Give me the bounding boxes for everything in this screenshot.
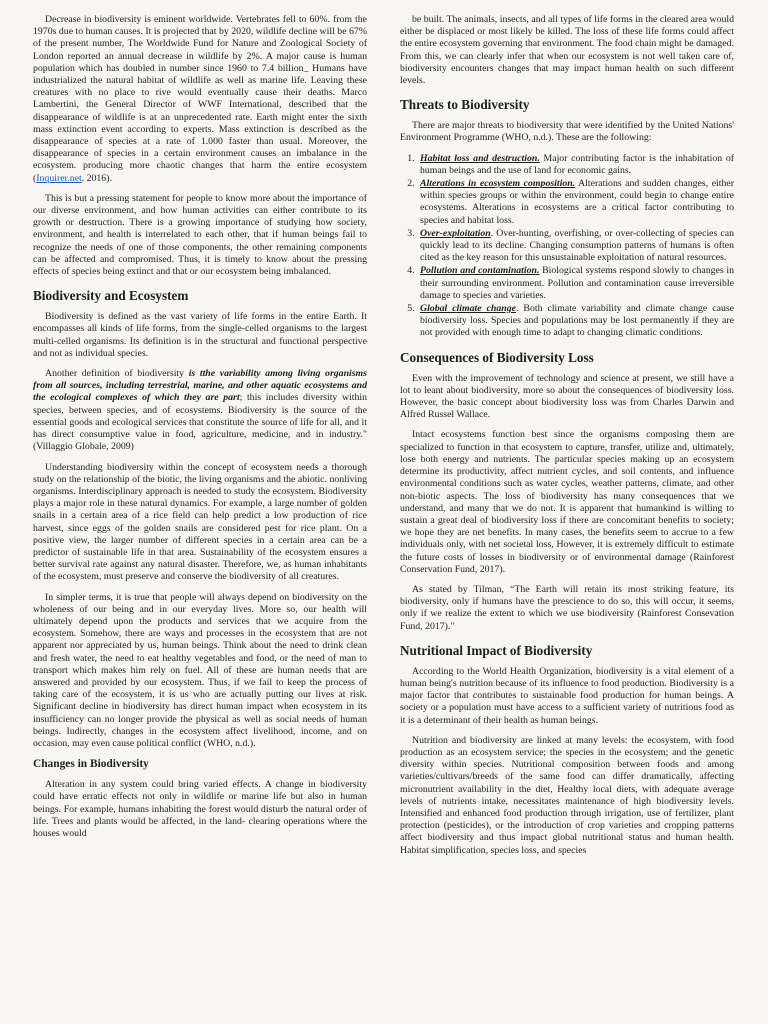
paragraph: Decrease in biodiversity is eminent worldwide. Vertebrates fell to 60%. from the 1970s due to human causes. It is projected that by 2020, wildlife decline will be 67% of the present number, The Worldwide Fund for Nature and Zoological Society of London reported an annual decrease in wildlife by 2%. A major cause is human population which has doubled in number since 1960 to 7.4 billion_ Humans have industrialized the natural habitat of wildlife as well as marine life. Leaving these creatures with no place to rive would eventually cause their deaths. Marco Lambertini, the General Director of WWF International, described that the disappearance of wildlife is at an unprecedented rate. Earth might enter the sixth mass extinction event according to experts. Mass extinction is described as the disappearance of species at a rate of 1.000 faster than usual. Moreover, the disappearance of species in a certain environment causes an imbalance in the ecosystem. producing more chaotic changes that harm the entire ecosystem (Inquirer.net. 2016). (33, 14, 367, 184)
paragraph: Another definition of biodiversity is tthe variability among living organisms from all sources, including terrestrial, marine, and other aquatic ecosystems and the ecological complexes of which they are part; this includes diversity within species, between species, and of ecosystems. Biodiversity is the source of the essential goods and ecological services that constitute the source of life for all, and it has direct consumptive value in food, agriculture, medicine, and in industry." (Villaggio Globale, 2009) (33, 368, 367, 453)
paragraph: According to the World Health Organization, biodiversity is a vital element of a human being's nutrition because of its influence to food production. Biodiversity is a major factor that contributes to sustainable food production for human beings. A society or a population must have access to a sufficient variety of nutritious food as it is a determinant of their health as human beings. (400, 665, 734, 726)
paragraph: There are major threats to biodiversity that were identified by the United Nations' Environment Programme (WHO, n.d.). These are the following: (400, 120, 734, 144)
paragraph: Intact ecosystems function best since the organisms composing them are specialized to function in that ecosystem to capture, transfer, utilize and, ultimately, lose both energy and nutrients. The particular species making up an ecosystem determine its productivity, affect nutrient cycles, and soil contents, and influence environmental conditions such as water cycles, weather patterns, climate, and other non-biotic aspects. The loss of biodiversity has many consequences that we understand, and many that we do not. It is apparent that humankind is willing to sustain a great deal of biodiversity loss if there are concomitant benefits to society; we hope they are net benefits. In many cases, the benefits seem to accrue to a few individuals only, with net societal loss, However, it is extremely difficult to estimate the future costs of losses in biodiversity or of environmental damage (Rainforest Conservation Fund, 2017). (400, 429, 734, 575)
paragraph: Biodiversity is defined as the vast variety of life forms in the entire Earth. It encompasses all kinds of life forms, from the single-celled organisms to the largest multi-celled organisms. Its definition is in the structural and functional perspective and not as individual species. (33, 311, 367, 359)
list-item: 5. Global climate change. Both climate variability and climate change cause biodiversity loss. Species and populations may be lost permanently if they are not provided with enough time to adapt to changing climatic conditions. (417, 303, 734, 340)
right-column (400, 14, 734, 865)
inquirer-link[interactable]: Inquirer.net (36, 172, 82, 184)
paragraph: Alteration in any system could bring varied effects. A change in biodiversity could have erratic effects not only in wildlife or marine life but also in human beings. For example, humans inhabiting the forest would disturb the natural order of life. Trees and plants would be affected, in the land- clearing operations where the houses would (33, 779, 367, 839)
definition-emphasis: is tthe variability among living organisms from all sources, including terrestrial, marine, and other aquatic ecosystems and the ecological complexes of which they are part (33, 368, 367, 404)
paragraph: This is but a pressing statement for people to know more about the importance of our diverse environment, and how human activities can either contribute to its growth or destruction. There is a growing importance of studying how society, environment, and health is interrelated to each other, that if human beings fail to recognize the needs of one of those components, the other remaining components can be affected and compromised. Thus, it is timely to know about the pressing effects of species being extinct and that or our ecosystem being imbalanced. (33, 192, 367, 278)
list-item: 3. Over-exploitation. Over-hunting, overfishing, or over-collecting of species can quickly lead to its decline. Changing consumption patterns of humans is often cited as the key reason for this unsustainable exploitation of natural resources. (417, 228, 734, 265)
paragraph: Nutrition and biodiversity are linked at many levels: the ecosystem, with food production as an ecosystem service; the species in the ecosystem; and the genetic diversity within species. Nutritional composition between foods and among varieties/cultivars/breeds of the same food can differ dramatically, affecting micronutrient availability in the diet, Healthy local diets, with adequate average levels of nutrients intake, necessitates maintenance of high biodiversity levels. Intensified and enhanced food production through irrigation, use of fertilizer, plant protection (pesticides), or the introduction of crop varieties and cropping patterns affect biodiversity and thus impact global nutritional status and human health. Habitat simplification, species loss, and species (400, 734, 734, 856)
threats-list (400, 153, 734, 340)
list-item: 1. Habitat loss and destruction. Major contributing factor is the inhabitation of human beings and the use of land for economic gains. (417, 153, 734, 177)
left-column (33, 14, 367, 848)
list-item: 2. Alterations in ecosystem composition. Alterations and sudden changes, either within species groups or within the environment, could begin to change entire ecosystems. Alterations in ecosystems are a critical factor contributing to species and habitat loss. (417, 178, 734, 227)
paragraph: Understanding biodiversity within the concept of ecosystem needs a thorough study on the relationship of the biotic, the living organisms and the abiotic. nonliving organisms. Interdisciplinary approach is needed to study the ecosystem. Biodiversity plays a major role in these natural dynamics. For example, a large number of golden snails in a certain area of a rice field can help predict a low production of rice harvest, since eggs of the golden snails are considered pest for rice plant. On a positive view, the larger number of different species in a certain area can be a predictor of sustainable life in that area. Sustainability of the ecosystem ensures a better survival rate against any natural disaster. Therefore, we, as human inhabitants of the ecosystem, must preserve and conserve the biodiversity of all creatures. (33, 461, 367, 583)
heading-threats: Threats to Biodiversity (400, 97, 530, 113)
heading-changes: Changes in Biodiversity (33, 758, 149, 771)
paragraph: In simpler terms, it is true that people will always depend on biodiversity on the wholeness of our being and in our everyday lives. More so, our health will ultimately depend upon the products and services that we acquire from the ecosystem. Somehow, there are ways and processes in the ecosystem that are not apparent nor appreciated by us, human beings. Think about the need to drink clean and fresh water, the need to eat healthy vegetables and food, or the need of man to transport which makes him rely on fuel. All of these are human needs that are answered and provided by our ecosystem. Thus, if we fail to keep the process of taking care of the ecosystem, it is us who are actually putting our lives at risk. Significant decline in biodiversity has direct human impact when ecosystem in its insufficiency can no longer provide the physical as well as social needs of human beings. Indirectly, changes in the ecosystem affect livelihood, income, and on occasion, may even cause political conflict (WHO, n.d.). (33, 591, 367, 749)
paragraph: be built. The animals, insects, and all types of life forms in the cleared area would either be displaced or most likely be killed. The loss of these life forms could affect the entire ecosystem governing that environment. The food chain might be damaged. From this, we can clearly infer that when our ecosystem is not well taken care of, biodiversity encounters changes that may impact human health on such different levels. (400, 14, 734, 87)
paragraph: As stated by Tilman, “The Earth will retain its most striking feature, its biodiversity, only if humans have the prescience to do so, this will occur, it seems, only if we realize the extent to which we use biodiversity (Rainforest Consevation Fund, 2017)." (400, 583, 734, 632)
list-item: 4. Pollution and contamination. Biological systems respond slowly to changes in their surrounding environment. Pollution and contamination cause irreversible damage to species and varieties. (417, 265, 734, 302)
heading-consequences: Consequences of Biodiversity Loss (400, 349, 594, 365)
heading-biodiversity-ecosystem: Biodiversity and Ecosystem (33, 288, 189, 304)
paragraph: Even with the improvement of technology and science at present, we still have a lot to leant about biodiversity, more so about the consequences of biodiversity loss. However, the basic concept about biodiversity loss was from Charles Darwin and Alfred Russel Wallace. (400, 372, 734, 421)
heading-nutritional: Nutritional Impact of Biodiversity (400, 642, 593, 658)
